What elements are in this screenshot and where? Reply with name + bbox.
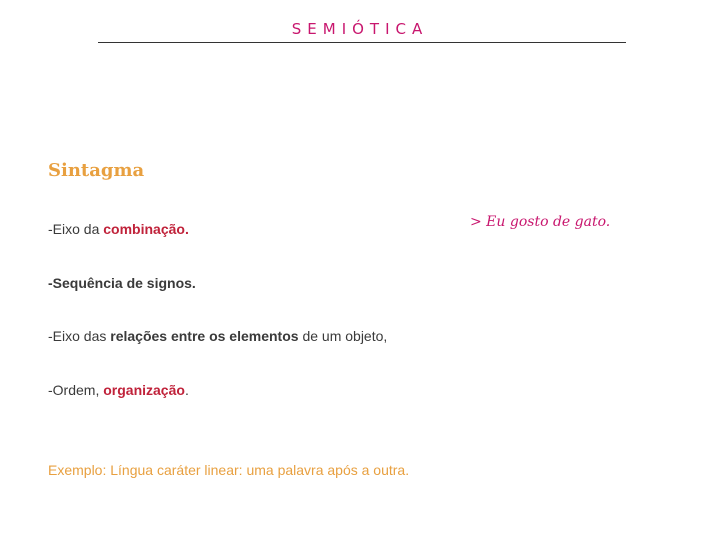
bullet-4-text: -Ordem, [48,382,104,398]
bullet-line-3 [48,328,387,344]
section-heading: Sintagma [48,160,145,181]
bullet-4-emphasis: organização [103,382,185,398]
bullet-1-text: -Eixo da [48,221,104,237]
bullet-3-bold: relações entre os elementos [110,328,299,344]
bullet-line-2: -Sequência de signos. [48,275,196,291]
bullet-1-emphasis: combinação. [103,221,189,237]
bullet-4-suffix: . [184,382,189,398]
bullet-line-4 [48,382,189,398]
bullet-3-suffix: de um objeto, [298,328,388,344]
bullet-3-text: -Eixo das [48,328,111,344]
example-text: Exemplo: Língua caráter linear: uma palavra após a outra. [48,462,410,478]
slide-title: SEMIÓTICA [291,20,429,38]
title-divider [98,42,626,43]
bullet-line-1 [48,221,189,237]
side-example-text: > Eu gosto de gato. [470,214,611,230]
